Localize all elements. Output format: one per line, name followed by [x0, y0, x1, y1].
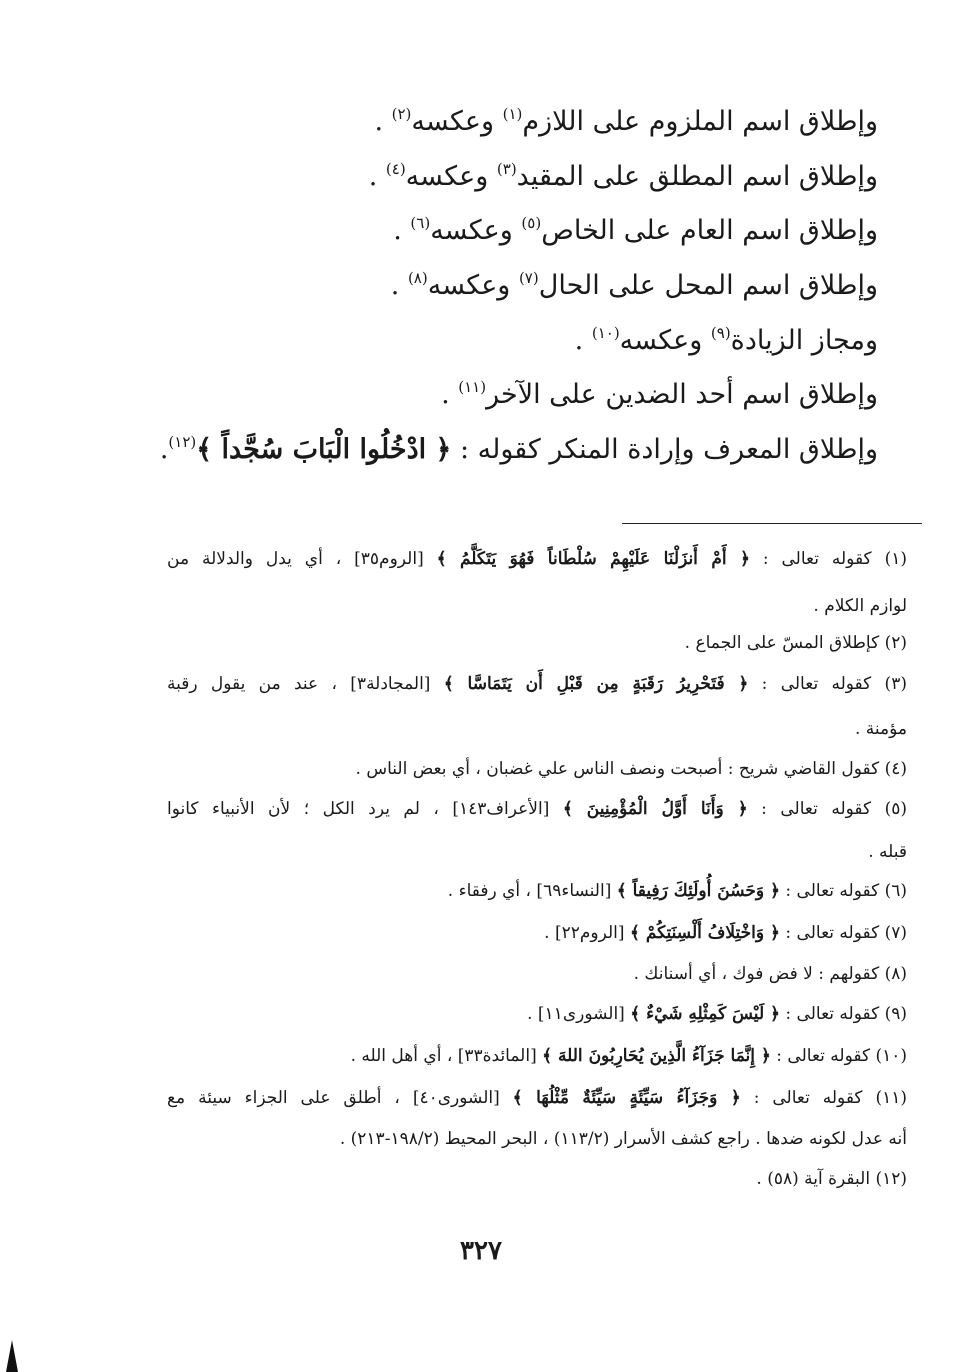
footnote-ref: (٣) — [496, 160, 517, 178]
quran-verse: ﴿ أَمْ أَنزَلْنَا عَلَيْهِمْ سُلْطَاناً فَهُوَ يَتَكَلَّمُ ﴾ — [436, 549, 750, 569]
quran-verse: ﴿ فَتَحْرِيرُ رَقَبَةٍ مِن قَبْلِ أَن يَتَمَاسَّا ﴾ — [443, 674, 749, 694]
main-line-3: وإطلاق اسم العام على الخاص$^{(٥)}$ وعكسه$^{(٦)}$ . — [393, 214, 878, 246]
footnote-3: (٣) كقوله تعالى : ﴿ فَتَحْرِيرُ رَقَبَةٍ مِن قَبْلِ أَن يَتَمَاسَّا ﴾ [المجادلة٣] ، عند من يقول رقبة — [167, 674, 907, 694]
quran-verse: ﴿ وَأَنَا أَوَّلُ الْمُؤْمِنِينَ ﴾ — [562, 799, 748, 819]
footnote-4: (٤) كقول القاضي شريح : أصبحت ونصف الناس علي غضبان ، أي بعض الناس . — [355, 759, 907, 779]
footnote-ref: (١٠) — [591, 324, 620, 342]
footnote-2: (٢) كإطلاق المسّ على الجماع . — [684, 633, 907, 653]
footnote-12: (١٢) البقرة آية (٥٨) . — [756, 1169, 907, 1189]
main-line-4: وإطلاق اسم المحل على الحال$^{(٧)}$ وعكسه$^{(٨)}$ . — [390, 269, 878, 301]
corner-mark-icon — [6, 1340, 18, 1372]
footnote-1: (١) كقوله تعالى : ﴿ أَمْ أَنزَلْنَا عَلَيْهِمْ سُلْطَاناً فَهُوَ يَتَكَلَّمُ ﴾ [الروم٣٥] ، أي يدل والدلالة من — [167, 549, 907, 569]
footnote-ref: (٨) — [407, 269, 428, 287]
quran-verse: ﴿ إِنَّمَا جَزَآءُ الَّذِينَ يُحَارِبُونَ اللهَ ﴾ — [542, 1046, 771, 1066]
quran-verse: ﴿ وَجَزَآءُ سَيِّئَةٍ سَيِّئَةٌ مِّثْلُهَا ﴾ — [512, 1088, 741, 1108]
footnote-ref: (٦) — [410, 214, 431, 232]
footnote-ref: (١١) — [458, 378, 487, 396]
footnote-11: (١١) كقوله تعالى : ﴿ وَجَزَآءُ سَيِّئَةٍ سَيِّئَةٌ مِّثْلُهَا ﴾ [الشورى٤٠] ، أطلق على الجزاء سيئة مع — [167, 1088, 907, 1108]
footnote-7: (٧) كقوله تعالى : ﴿ وَاخْتِلَافُ أَلْسِنَتِكُمْ ﴾ [الروم٢٢] . — [544, 923, 907, 943]
main-line-6: وإطلاق اسم أحد الضدين على الآخر$^{(١١)}$ . — [441, 378, 878, 410]
quran-verse: ﴿ ادْخُلُوا الْبَابَ سُجَّداً ﴾ — [196, 434, 452, 465]
footnote-6: (٦) كقوله تعالى : ﴿ وَحَسُنَ أُولَئِكَ رَفِيقاً ﴾ [النساء٦٩] ، أي رفقاء . — [447, 881, 907, 901]
footnote-1-cont: لوازم الكلام . — [813, 596, 907, 616]
footnote-ref: (٩) — [710, 324, 731, 342]
main-line-5: ومجاز الزيادة$^{(٩)}$ وعكسه$^{(١٠)}$ . — [574, 324, 878, 356]
footnote-8: (٨) كقولهم : لا فض فوك ، أي أسنانك . — [633, 964, 907, 984]
page-number: ٣٢٧ — [460, 1236, 502, 1266]
footnote-ref: (٥) — [521, 214, 542, 232]
footnote-ref: (٤) — [385, 160, 406, 178]
footnote-5: (٥) كقوله تعالى : ﴿ وَأَنَا أَوَّلُ الْمُؤْمِنِينَ ﴾ [الأعراف١٤٣] ، لم يرد الكل ؛ لأن الأنبياء كانوا — [167, 799, 907, 819]
quran-verse: ﴿ لَيْسَ كَمِثْلِهِ شَيْءٌ ﴾ — [630, 1004, 780, 1024]
main-line-1: وإطلاق اسم الملزوم على اللازم$^{(١)}$ وعكسه$^{(٢)}$ . — [374, 105, 878, 137]
footnote-9: (٩) كقوله تعالى : ﴿ لَيْسَ كَمِثْلِهِ شَيْءٌ ﴾ [الشورى١١] . — [527, 1004, 907, 1024]
footnote-ref: (١٢) — [168, 433, 197, 451]
quran-verse: ﴿ وَاخْتِلَافُ أَلْسِنَتِكُمْ ﴾ — [629, 923, 780, 943]
footnote-ref: (٢) — [391, 105, 412, 123]
footnote-ref: (٧) — [518, 269, 539, 287]
main-line-2: وإطلاق اسم المطلق على المقيد$^{(٣)}$ وعكسه$^{(٤)}$ . — [368, 160, 878, 192]
quran-verse: ﴿ وَحَسُنَ أُولَئِكَ رَفِيقاً ﴾ — [616, 881, 780, 901]
footnote-ref: (١) — [502, 105, 523, 123]
footnote-3-cont: مؤمنة . — [854, 719, 907, 739]
footnote-separator — [622, 523, 922, 524]
footnote-10: (١٠) كقوله تعالى : ﴿ إِنَّمَا جَزَآءُ الَّذِينَ يُحَارِبُونَ اللهَ ﴾ [المائدة٣٣] ، أي أهل الله . — [350, 1046, 907, 1066]
footnote-5-cont: قبله . — [868, 842, 907, 862]
footnote-11-cont: أنه عدل لكونه ضدها . راجع كشف الأسرار (١١٣/٢) ، البحر المحيط (١٩٨/٢-٢١٣) . — [339, 1129, 907, 1149]
main-line-7: وإطلاق المعرف وإرادة المنكر كقوله : ﴿ ادْخُلُوا الْبَابَ سُجَّداً ﴾$^{(١٢)}$. — [159, 433, 878, 465]
